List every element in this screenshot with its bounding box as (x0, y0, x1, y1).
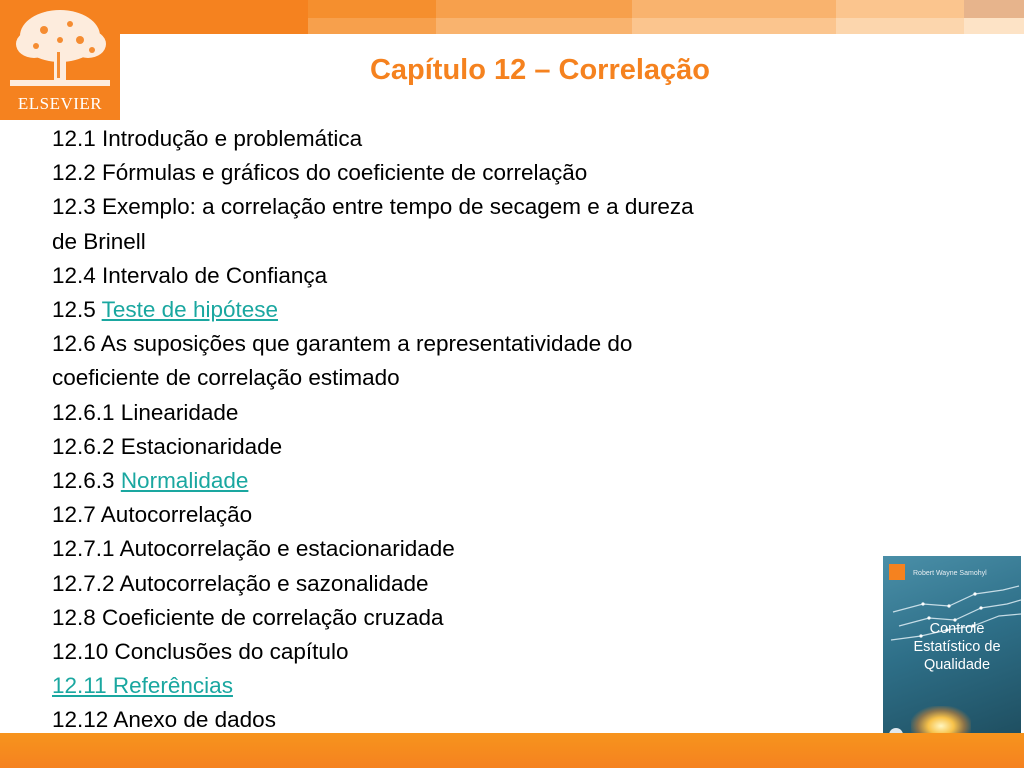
stripe (308, 0, 436, 18)
toc-text: 12.7 Autocorrelação (52, 502, 253, 528)
stripe (632, 0, 836, 18)
stripe (836, 18, 964, 34)
footer-bar (0, 733, 1024, 768)
publisher-logo-icon (889, 564, 905, 580)
toc-item (52, 601, 872, 635)
toc-text: 12.3 Exemplo: a correlação entre tempo de secagem e a dureza (52, 194, 694, 220)
toc-text: 12.7.2 Autocorrelação e sazonalidade (52, 570, 429, 596)
stripe (836, 0, 964, 18)
toc-item (52, 669, 872, 703)
toc-text: 12.6.3 (52, 468, 121, 494)
toc-item (52, 327, 872, 361)
toc-item (52, 396, 872, 430)
toc-item (52, 361, 872, 395)
toc-link[interactable]: 12.11 Referências (52, 673, 233, 699)
stripe (964, 18, 1024, 34)
toc-item (52, 498, 872, 532)
toc-item (52, 567, 872, 601)
toc-link[interactable]: Normalidade (120, 468, 249, 494)
book-author: Robert Wayne Samohyl (913, 570, 987, 577)
toc-text: 12.2 Fórmulas e gráficos do coeficiente de correlação (52, 160, 588, 186)
toc-item (52, 122, 872, 156)
toc-text: 12.8 Coeficiente de correlação cruzada (52, 604, 444, 630)
stripe (120, 18, 308, 34)
toc-item (52, 293, 872, 327)
toc-link[interactable]: Teste de hipótese (101, 297, 279, 323)
toc-text: de Brinell (52, 228, 146, 254)
toc-text: coeficiente de correlação estimado (52, 365, 400, 391)
toc-text: 12.5 (52, 297, 102, 323)
toc-item (52, 635, 872, 669)
toc-item (52, 190, 872, 224)
book-title-line: Qualidade (923, 657, 991, 673)
elsevier-logo (0, 0, 120, 120)
toc-text: 12.7.1 Autocorrelação e estacionaridade (52, 536, 455, 562)
book-title (893, 620, 1021, 674)
toc-text: 12.6.1 Linearidade (52, 399, 239, 425)
stripe (120, 0, 308, 18)
tree-icon (0, 0, 120, 92)
page-title: Capítulo 12 – Correlação (369, 54, 711, 86)
toc-item (52, 156, 872, 190)
toc-text: 12.4 Intervalo de Confiança (52, 262, 328, 288)
stripe (436, 18, 632, 34)
toc-item (52, 464, 872, 498)
toc-item (52, 225, 872, 259)
toc-item (52, 259, 872, 293)
book-title-line: Controle (929, 621, 985, 637)
book-title-line: Estatístico de (913, 639, 1001, 655)
toc-item (52, 430, 872, 464)
toc-text: 12.6.2 Estacionaridade (52, 433, 283, 459)
toc-item (52, 532, 872, 566)
stripe (632, 18, 836, 34)
logo-text: ELSEVIER (17, 94, 103, 113)
header-stripes (120, 0, 1024, 34)
toc-text: 12.6 As suposições que garantem a representatividade do (52, 331, 633, 357)
stripe (964, 0, 1024, 18)
book-cover (883, 556, 1021, 749)
toc-text: 12.10 Conclusões do capítulo (52, 639, 349, 665)
toc-text: 12.12 Anexo de dados (52, 707, 276, 733)
toc-text: 12.1 Introdução e problemática (52, 126, 363, 151)
stripe (308, 18, 436, 34)
stripe (436, 0, 632, 18)
table-of-contents (52, 122, 872, 738)
